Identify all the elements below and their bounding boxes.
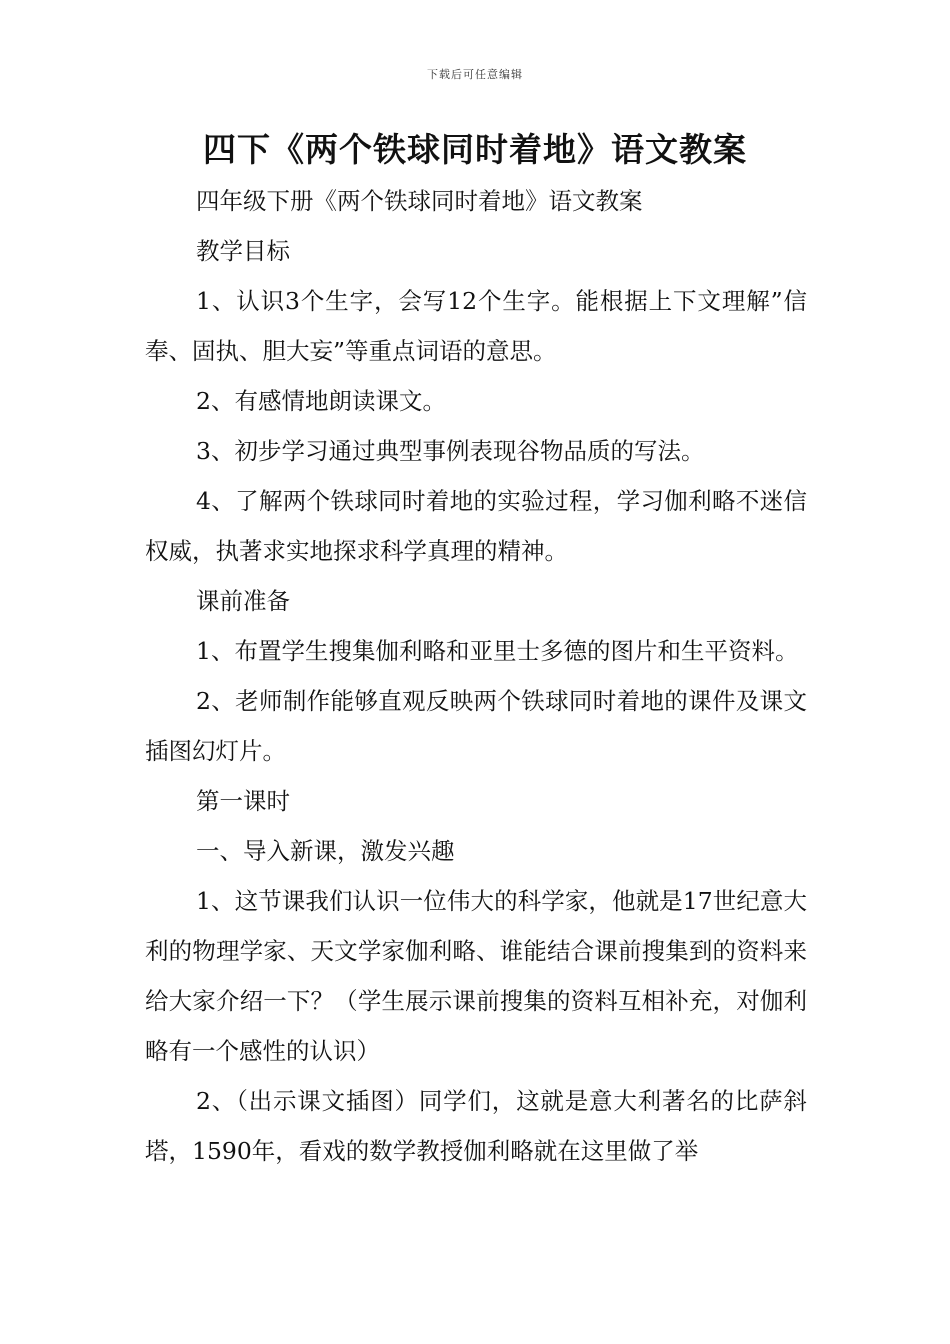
section-heading-objectives: 教学目标	[196, 237, 290, 265]
document-body	[145, 176, 807, 1176]
preparation-item-1: 1、布置学生搜集伽利略和亚里士多德的图片和生平资料。	[196, 637, 799, 665]
objective-item-4: 4、了解两个铁球同时着地的实验过程，学习伽利略不迷信权威，执著求实地探求科学真理的精神。	[145, 487, 807, 565]
lesson-step-1: 1、这节课我们认识一位伟大的科学家，他就是17世纪意大利的物理学家、天文学家伽利略、谁能结合课前搜集到的资料来给大家介绍一下？（学生展示课前搜集的资料互相补充，对伽利略有一个感性的认识）	[145, 887, 807, 1065]
objective-item-1: 1、认识3个生字，会写12个生字。能根据上下文理解”信奉、固执、胆大妄”等重点词语的意思。	[145, 287, 807, 365]
section-heading-first-lesson: 第一课时	[196, 787, 290, 815]
lesson-step-heading: 一、导入新课，激发兴趣	[196, 837, 455, 865]
header-note: 下载后可任意编辑	[427, 68, 523, 81]
objective-item-3: 3、初步学习通过典型事例表现谷物品质的写法。	[196, 437, 705, 465]
subtitle-paragraph: 四年级下册《两个铁球同时着地》语文教案	[196, 187, 643, 215]
lesson-step-2: 2、（出示课文插图）同学们，这就是意大利著名的比萨斜塔，1590年，看戏的数学教授伽利略就在这里做了举	[145, 1087, 807, 1165]
document-title: 四下《两个铁球同时着地》语文教案	[203, 130, 747, 169]
preparation-item-2: 2、老师制作能够直观反映两个铁球同时着地的课件及课文插图幻灯片。	[145, 687, 807, 765]
section-heading-preparation: 课前准备	[196, 587, 290, 615]
objective-item-2: 2、有感情地朗读课文。	[196, 387, 446, 415]
